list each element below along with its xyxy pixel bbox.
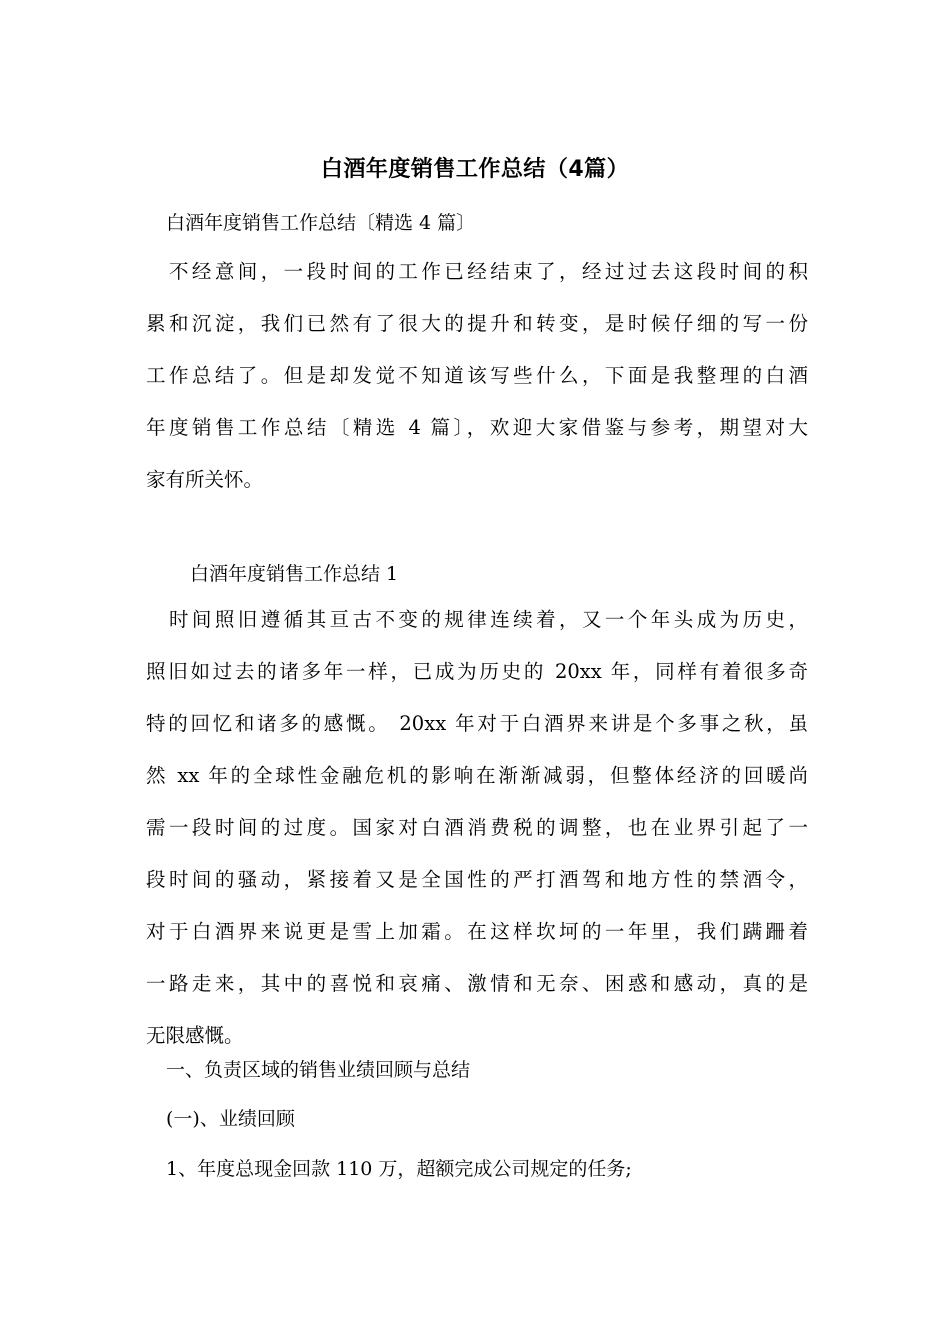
document-title: 白酒年度销售工作总结（4篇） [320,157,630,182]
body-line: 无限感慨。 [146,1024,244,1047]
section-title: 白酒年度销售工作总结 1 [190,563,399,585]
intro-line: 工作总结了。但是却发觉不知道该写些什么，下面是我整理的白酒 [146,364,808,387]
body-paragraph [146,594,808,1062]
body-line: 特的回忆和诸多的感慨。 20xx 年对于白酒界来讲是个多事之秋，虽 [146,712,808,735]
body-line: 需一段时间的过度。国家对白酒消费税的调整，也在业界引起了一 [146,816,808,839]
intro-line: 不经意间，一段时间的工作已经结束了，经过过去这段时间的积 [146,260,808,283]
body-line: 段时间的骚动，紧接着又是全国性的严打酒驾和地方性的禁酒令， [146,868,808,891]
heading-sales-review: 一、负责区域的销售业绩回顾与总结 [166,1059,471,1081]
document-subtitle: 白酒年度销售工作总结〔精选 4 篇〕 [166,212,476,234]
list-item: 1、年度总现金回款 110 万，超额完成公司规定的任务; [166,1158,632,1180]
subheading-performance-review: (一)、业绩回顾 [166,1108,295,1130]
intro-line: 年度销售工作总结〔精选 4 篇〕，欢迎大家借鉴与参考，期望对大 [146,416,808,439]
body-line: 对于白酒界来说更是雪上加霜。在这样坎坷的一年里，我们蹒跚着 [146,920,808,943]
body-line: 一路走来，其中的喜悦和哀痛、激情和无奈、困惑和感动，真的是 [146,972,808,995]
intro-line: 家有所关怀。 [146,468,264,491]
intro-line: 累和沉淀，我们已然有了很大的提升和转变，是时候仔细的写一份 [146,312,808,335]
body-line: 照旧如过去的诸多年一样，已成为历史的 20xx 年，同样有着很多奇 [146,660,808,683]
body-line: 然 xx 年的全球性金融危机的影响在渐渐减弱，但整体经济的回暖尚 [146,764,808,787]
intro-paragraph [146,246,808,506]
body-line: 时间照旧遵循其亘古不变的规律连续着，又一个年头成为历史， [146,608,808,631]
